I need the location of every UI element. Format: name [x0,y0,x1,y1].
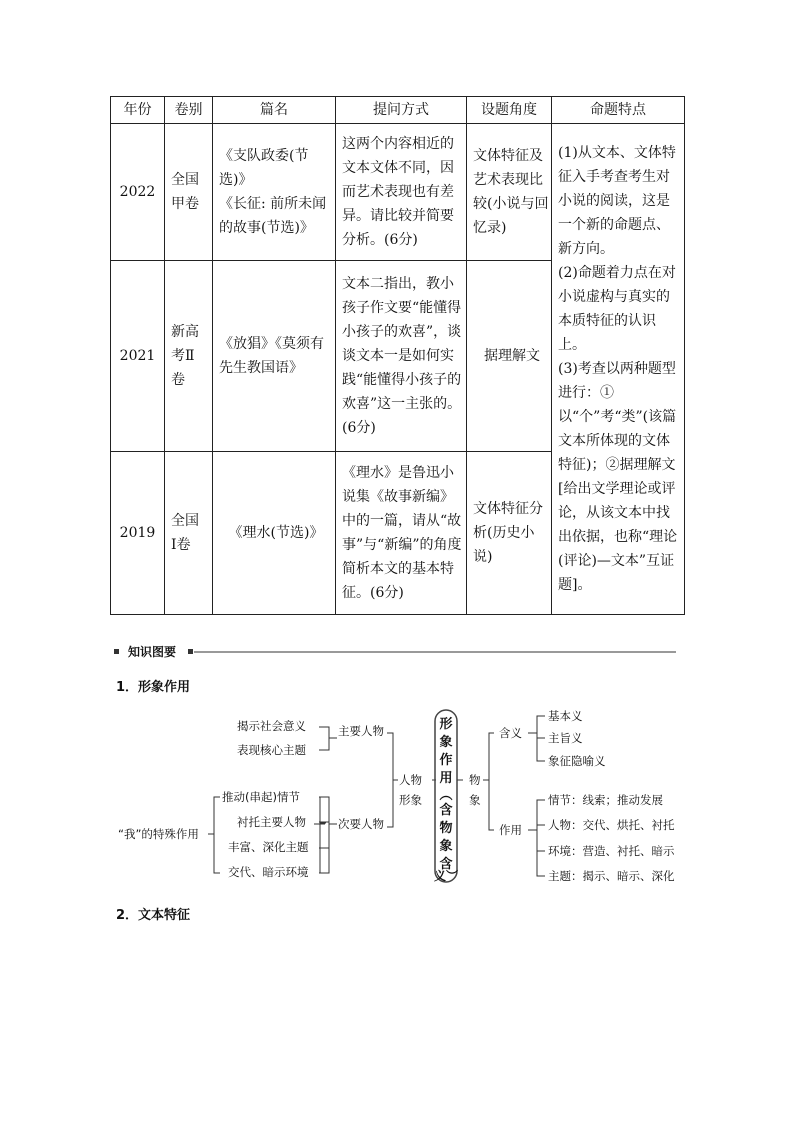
center-char: 含 [439,803,453,818]
function-item-2: 人物：交代、烘托、衬托 [548,818,675,832]
cell-features: (1)从文本、文体特征入手考查考生对小说的阅读，这是一个新的命题点、新方向。 (2)命题着力点在对小说虚构与真实的本质特征的认识上。 (3)考查以两种题型进行：①以“个”考“类”(该篇文本所体现的文体特征)；②据理解文[给出文学理论或评论，从该文本中找出依据，也称“理论(评论)—文本”互证题]。 [552,124,685,615]
cell-year: 2022 [111,124,165,261]
cell-volume: 新高 考Ⅱ 卷 [165,261,213,452]
narrator-label: “我”的特殊作用 [118,827,199,841]
minor-item-2: 衬托主要人物 [237,815,306,829]
center-char: 作 [439,753,453,768]
header-title: 篇名 [213,97,336,124]
cell-year: 2021 [111,261,165,452]
header-angle: 设题角度 [467,97,552,124]
center-char: 用 [439,771,453,786]
divider-line [194,651,676,653]
function-label: 作用 [499,823,522,837]
header-volume: 卷别 [165,97,213,124]
cell-question: 这两个内容相近的文本文体不同，因而艺术表现也有差异。请比较并简要分析。(6分) [336,124,467,261]
function-item-4: 主题：揭示、暗示、深化 [548,869,675,883]
main-character-label: 主要人物 [338,724,384,738]
mind-map [100,700,700,894]
cell-volume: 全国 Ⅰ卷 [165,452,213,615]
cell-question: 文本二指出，教小孩子作文要“能懂得小孩子的欢喜”，谈谈文本一是如何实践“能懂得小孩子的欢喜”这一主张的。(6分) [336,261,467,452]
cell-title: 《支队政委(节选)》 《长征: 前所未闻 的故事(节选)》 [213,124,336,261]
cell-angle: 文体特征分析(历史小说) [467,452,552,615]
center-char: 象 [439,839,453,854]
branch-people-line1: 人物 [399,773,422,787]
header-features: 命题特点 [552,97,685,124]
meaning-label: 含义 [499,726,522,740]
minor-item-3: 丰富、深化主题 [228,840,309,854]
cell-angle: 文体特征及艺术表现比较(小说与回忆录) [467,124,552,261]
heading-image-function: 1．形象作用 [116,680,191,695]
cell-question: 《理水》是鲁迅小说集《故事新编》中的一篇，请从“故事”与“新编”的角度简析本文的基本特征。(6分) [336,452,467,615]
center-char: ︵ [439,788,453,803]
function-item-3: 环境：营造、衬托、暗示 [548,844,675,858]
branch-object-line1: 物 [469,773,481,787]
header-question: 提问方式 [336,97,467,124]
minor-item-1: 推动(串起)情节 [222,790,300,804]
center-char: 义︶ [433,869,459,883]
cell-angle: 据理解文 [467,261,552,452]
header-year: 年份 [111,97,165,124]
section-title: 知识图要 [128,645,177,659]
square-bullet-icon [114,649,119,654]
cell-title: 《理水(节选)》 [213,452,336,615]
square-bullet-icon [188,649,193,654]
meaning-item-3: 象征隐喻义 [548,754,606,768]
minor-character-label: 次要人物 [338,817,384,831]
minor-item-4: 交代、暗示环境 [228,865,309,879]
table-row [111,124,685,261]
branch-object-line2: 象 [469,793,481,807]
main-item-2: 表现核心主题 [237,743,306,757]
meaning-item-2: 主旨义 [548,731,583,745]
heading-text-features: 2．文本特征 [116,908,191,923]
exam-table [110,96,685,615]
center-char: 形 [439,717,453,732]
section-title-bar [114,644,684,660]
main-item-1: 揭示社会意义 [237,719,306,733]
table-header-row [111,97,685,124]
branch-people-line2: 形象 [399,793,422,807]
cell-volume: 全国 甲卷 [165,124,213,261]
cell-title: 《放猖》《莫须有 先生教国语》 [213,261,336,452]
center-char: 象 [439,735,453,750]
cell-year: 2019 [111,452,165,615]
meaning-item-1: 基本义 [548,709,583,723]
function-item-1: 情节：线索；推动发展 [548,793,663,807]
center-char: 物 [439,821,453,836]
center-char: 含 [439,857,453,872]
